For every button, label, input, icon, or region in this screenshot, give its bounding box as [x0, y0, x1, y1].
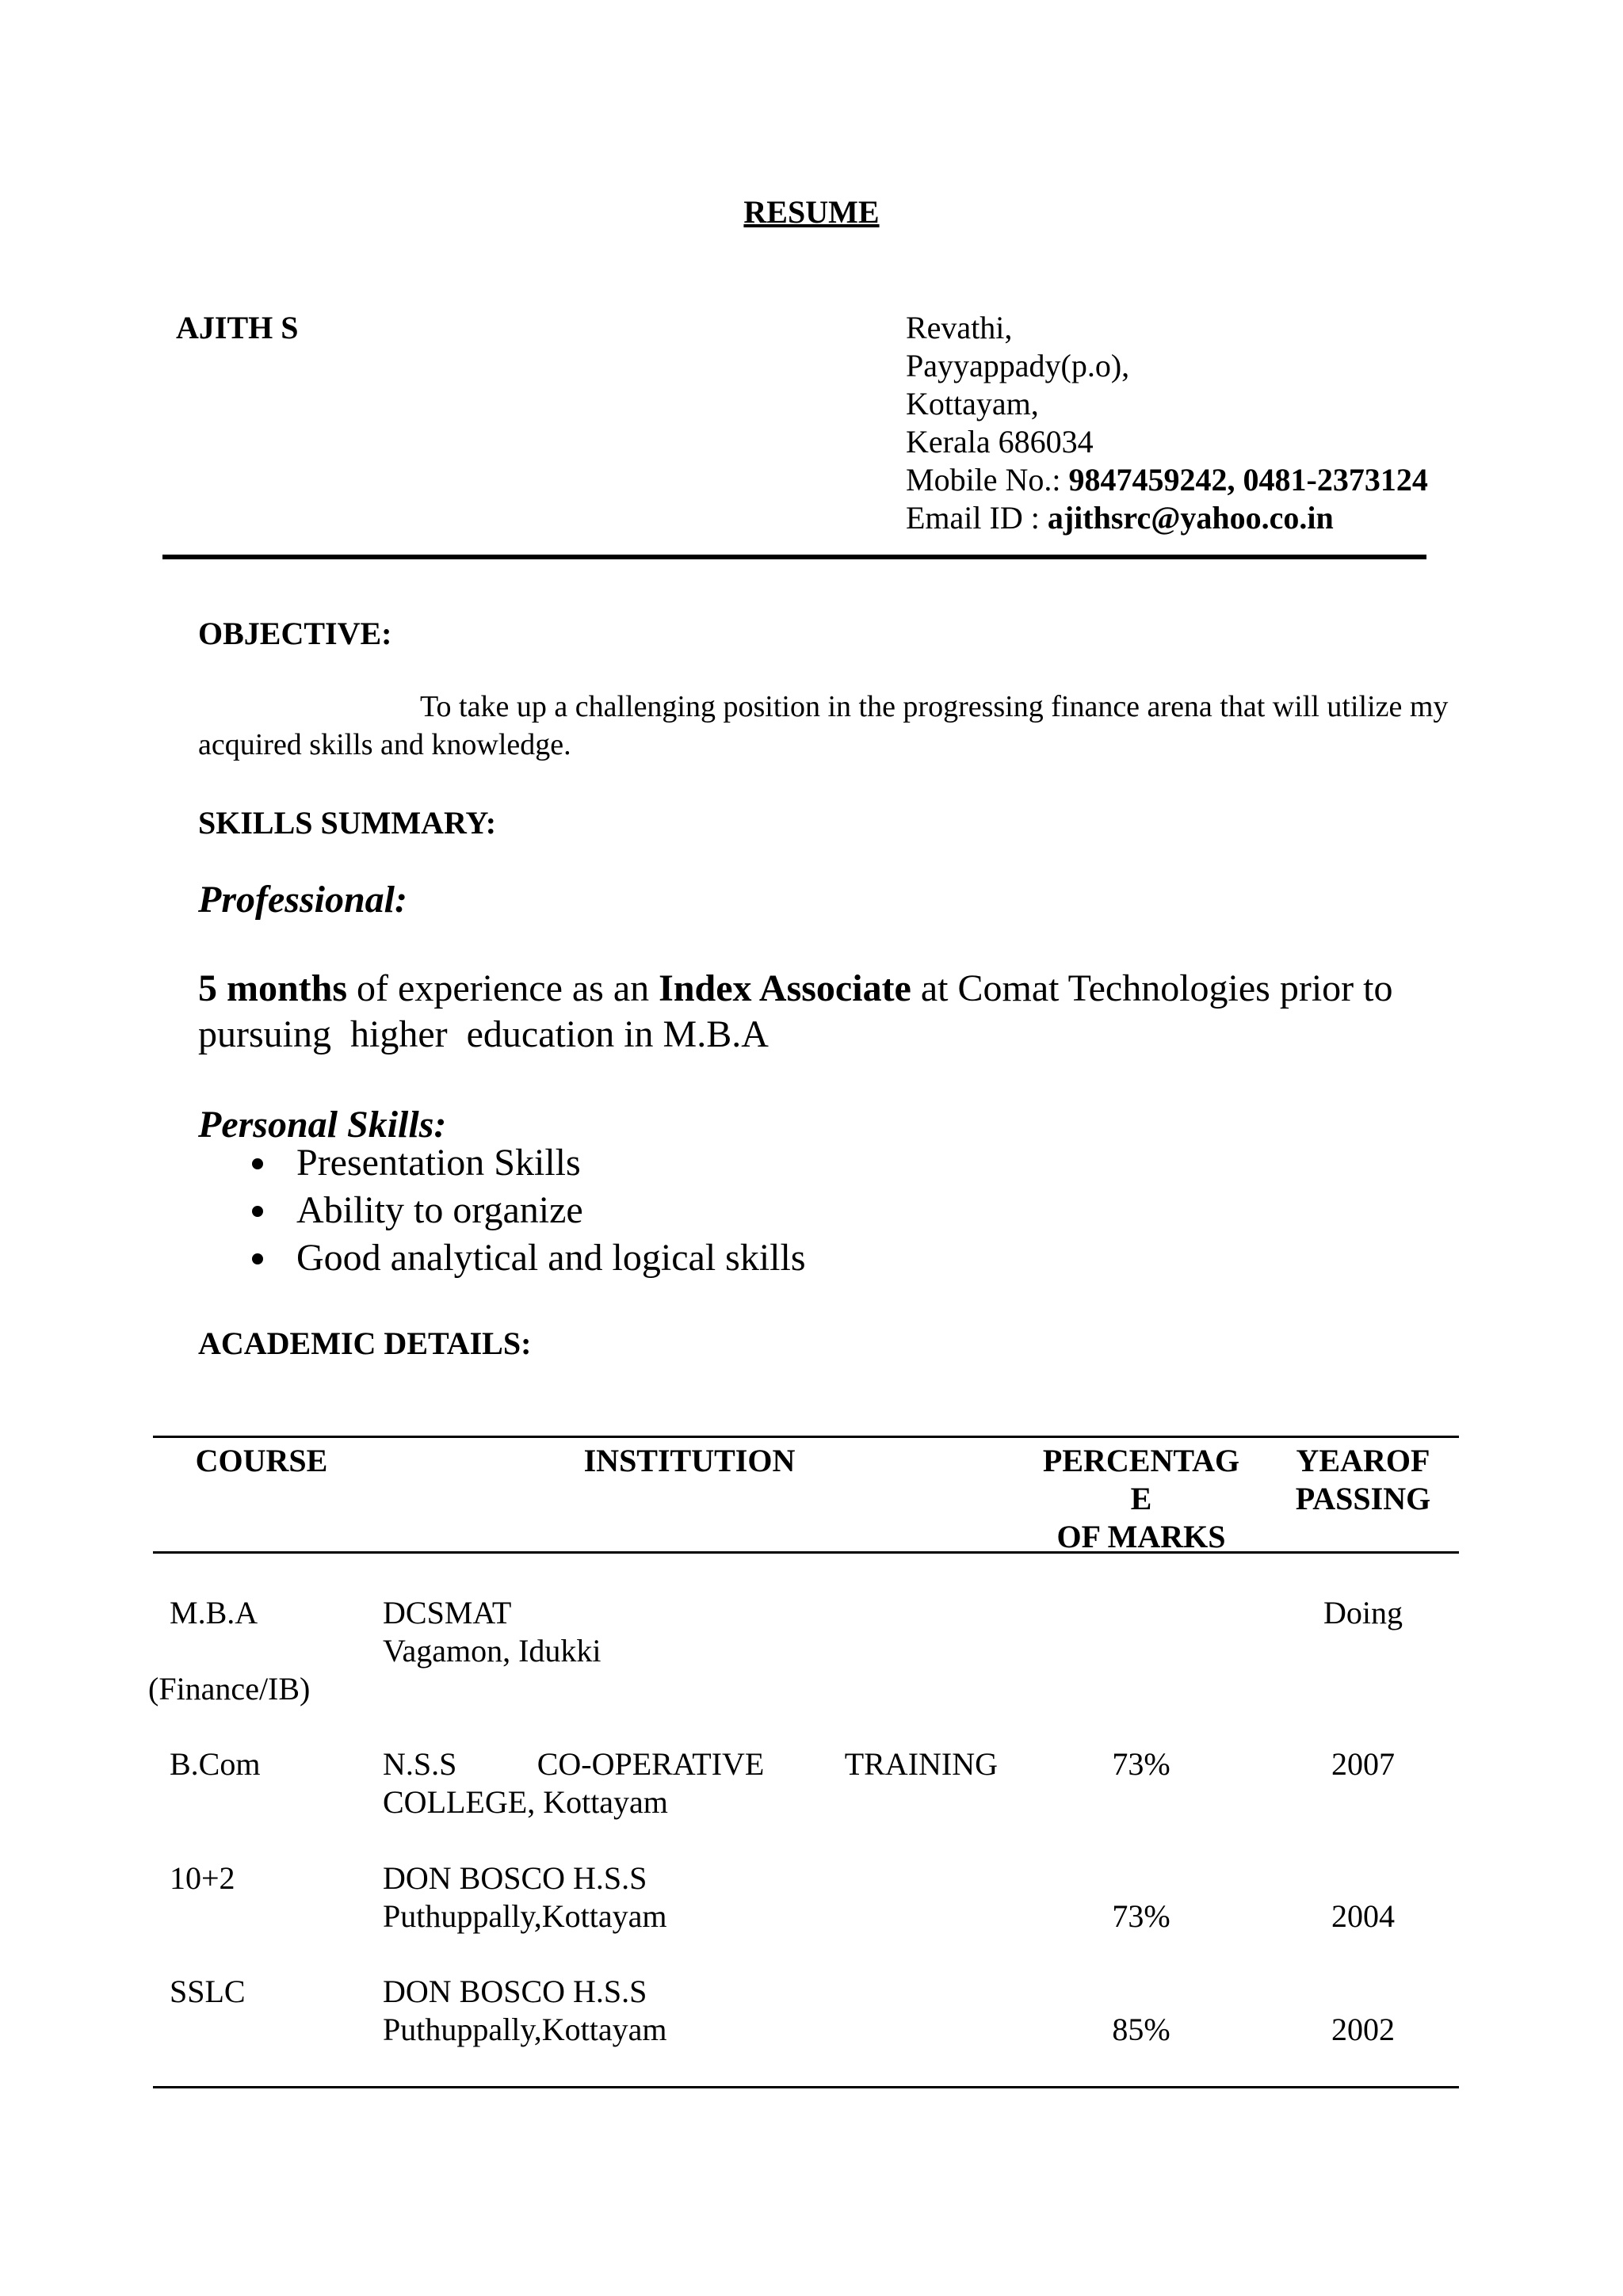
institution-word: CO-OPERATIVE [537, 1746, 765, 1782]
experience-text: at Comat Technologies prior to [911, 967, 1393, 1009]
list-item [230, 1234, 806, 1282]
institution-line: DON BOSCO H.S.S [383, 1860, 647, 1896]
skill-label: Presentation Skills [296, 1142, 581, 1184]
bullet-icon [252, 1253, 263, 1264]
academic-heading: ACADEMIC DETAILS: [198, 1325, 532, 1361]
mobile-line [906, 461, 1428, 499]
address-block [906, 309, 1428, 537]
skills-heading: SKILLS SUMMARY: [198, 805, 497, 841]
institution-line: COLLEGE, Kottayam [383, 1784, 668, 1820]
experience-line-2: pursuing higher education in M.B.A [198, 1013, 769, 1055]
institution-line: Puthuppally,Kottayam [383, 1898, 667, 1934]
institution-line [383, 1745, 998, 1783]
address-line: Payyappady(p.o), [906, 348, 1130, 383]
bullet-icon [252, 1158, 263, 1169]
table-cell-year: 2007 [1331, 1746, 1395, 1782]
table-cell-institution [383, 1594, 601, 1670]
institution-word: TRAINING [844, 1746, 998, 1782]
objective-heading: OBJECTIVE: [198, 616, 392, 651]
email-line [906, 499, 1428, 537]
table-cell-year: Doing [1323, 1595, 1403, 1630]
table-cell-course: B.Com [170, 1746, 261, 1782]
email-address[interactable]: ajithsrc@yahoo.co.in [1047, 500, 1334, 536]
personal-skills-list [230, 1139, 806, 1282]
experience-text: of experience as an [347, 967, 659, 1009]
experience-duration: 5 months [198, 967, 348, 1009]
table-cell-year: 2004 [1331, 1898, 1395, 1934]
column-header-percentage [1022, 1442, 1260, 1556]
table-cell-year: 2002 [1331, 2012, 1395, 2047]
institution-line: DCSMAT [383, 1595, 512, 1630]
table-cell-institution [383, 1973, 666, 2049]
applicant-name: AJITH S [176, 310, 299, 345]
personal-skills-heading: Personal Skills: [198, 1104, 447, 1146]
column-header-institution: INSTITUTION [583, 1443, 796, 1478]
mobile-label: Mobile No.: [906, 462, 1069, 498]
bullet-icon [252, 1206, 263, 1217]
column-header-year [1276, 1442, 1450, 1518]
table-cell-institution [383, 1859, 666, 1936]
institution-line: Vagamon, Idukki [383, 1633, 601, 1669]
table-cell-course-sub: (Finance/IB) [148, 1671, 311, 1707]
table-top-border [153, 1436, 1459, 1438]
table-header-border [153, 1551, 1459, 1554]
column-header-course: COURSE [195, 1443, 328, 1478]
objective-text: To take up a challenging position in the progressing finance arena that will utilize my acquired skills and knowledge. [198, 690, 1449, 761]
header-line: YEAROF [1296, 1443, 1430, 1478]
email-label: Email ID : [906, 500, 1048, 536]
institution-line: Puthuppally,Kottayam [383, 2012, 667, 2047]
address-line: Revathi, [906, 310, 1013, 345]
professional-heading: Professional: [198, 879, 407, 921]
experience-line [198, 966, 1393, 1012]
address-line: Kottayam, [906, 386, 1039, 421]
table-cell-percentage: 73% [1112, 1898, 1170, 1934]
experience-role: Index Associate [659, 967, 911, 1009]
table-cell-course: M.B.A [170, 1595, 258, 1630]
header-line: PERCENTAG [1042, 1443, 1240, 1478]
header-line: PASSING [1295, 1481, 1431, 1516]
institution-line: DON BOSCO H.S.S [383, 1974, 647, 2009]
page-title: RESUME [743, 194, 880, 230]
table-cell-course: 10+2 [170, 1860, 235, 1896]
skill-label: Ability to organize [296, 1189, 583, 1231]
header-line: E [1130, 1481, 1152, 1516]
table-cell-percentage: 85% [1112, 2012, 1170, 2047]
table-bottom-border [153, 2086, 1459, 2088]
address-line: Kerala 686034 [906, 424, 1094, 460]
list-item [230, 1139, 806, 1187]
header-line: OF MARKS [1056, 1519, 1226, 1554]
header-divider [162, 555, 1426, 559]
table-cell-course: SSLC [170, 1974, 246, 2009]
institution-word: N.S.S [383, 1746, 457, 1782]
list-item [230, 1187, 806, 1234]
mobile-number: 9847459242, 0481-2373124 [1068, 462, 1428, 498]
table-cell-percentage: 73% [1112, 1746, 1170, 1782]
table-cell-institution [383, 1745, 998, 1821]
skill-label: Good analytical and logical skills [296, 1237, 806, 1279]
